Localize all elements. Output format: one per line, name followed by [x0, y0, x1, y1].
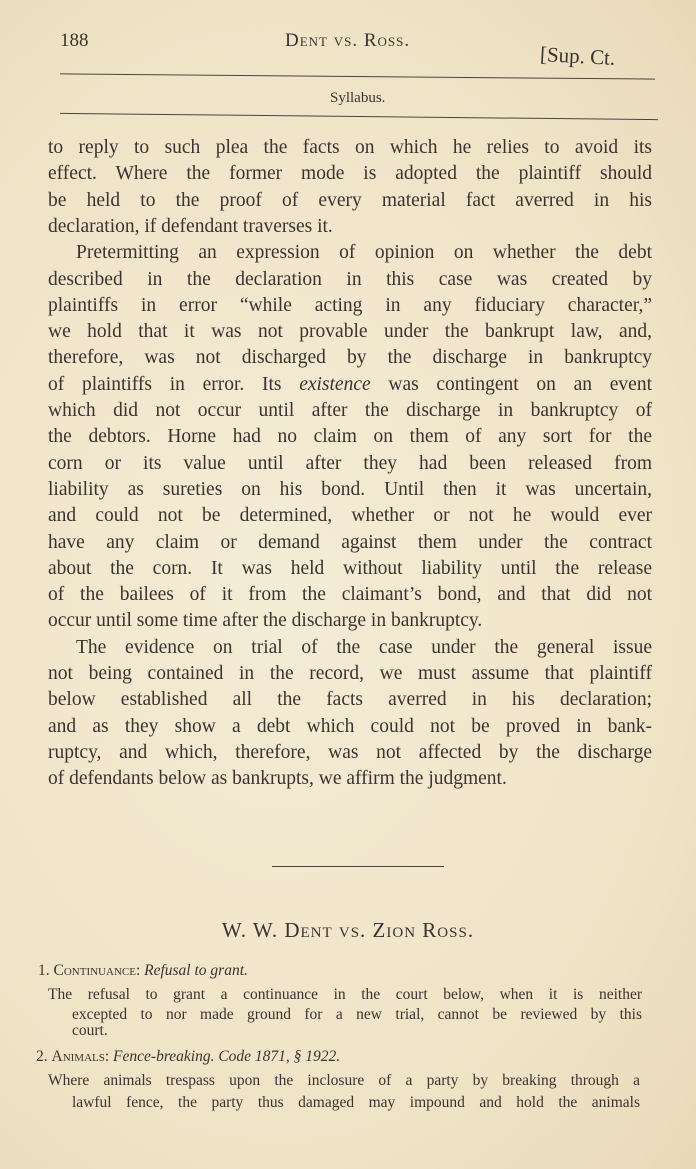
text-line — [48, 637, 652, 659]
text-line — [48, 532, 652, 554]
case-title: W. W. Dent vs. Zion Ross. — [221, 918, 475, 942]
headnote-line: lawful fence, the party thus damaged may impound and hold the animals — [72, 1094, 640, 1111]
line-text: to reply to such plea the facts on which he relies to avoid its — [48, 137, 652, 158]
line-text: was contingent on an event — [370, 373, 652, 395]
section-label: Syllabus. — [330, 90, 386, 106]
text-line — [48, 768, 652, 790]
text-line — [48, 216, 652, 238]
headnote-topic: Animals: — [51, 1048, 110, 1065]
headnote-line: excepted to nor made ground for a new trial, cannot be reviewed by this — [72, 1006, 642, 1023]
text-line — [48, 269, 652, 291]
line-text: occur until some time after the discharge in bankruptcy. — [48, 610, 483, 632]
headnote-number: 1. — [38, 962, 50, 979]
section-rule — [60, 113, 658, 120]
line-text: of the bailees of it from the claimant’s bond, and that did not — [48, 584, 652, 606]
line-text: we hold that it was not provable under the bankrupt law, and, — [48, 321, 652, 343]
header-rule — [60, 73, 655, 79]
text-line — [48, 610, 652, 632]
case-divider — [272, 866, 444, 867]
text-line — [48, 374, 652, 396]
line-text: Pretermitting an expression of opinion on whether the debt — [76, 242, 652, 264]
text-line — [48, 742, 652, 764]
line-text: The evidence on trial of the case under the general issue — [76, 636, 652, 658]
line-text: the debtors. Horne had no claim on them of any sort for the — [48, 426, 652, 448]
court-label: [Sup. Ct. — [539, 42, 616, 70]
text-line — [48, 426, 652, 448]
headnote-topic: Continuance: — [53, 962, 141, 979]
italic-word: existence — [299, 373, 371, 395]
line-text: therefore, was not discharged by the discharge in bankruptcy — [48, 347, 652, 369]
text-line — [48, 400, 652, 422]
headnote-number: 2. — [36, 1048, 48, 1065]
line-text: plaintiffs in error “while acting in any fiduciary character,” — [48, 294, 652, 316]
line-text: not being contained in the record, we must assume that plaintiff — [48, 663, 652, 684]
line-text: and as they show a debt which could not be proved in bank- — [48, 715, 652, 737]
text-line — [48, 663, 652, 685]
text-line — [48, 716, 652, 738]
line-text: described in the declaration in this case was created by — [48, 268, 652, 290]
line-text: which did not occur until after the discharge in bankruptcy of — [48, 400, 652, 421]
line-text: about the corn. It was held without liability until the release — [48, 557, 652, 579]
line-text: corn or its value until after they had been released from — [48, 452, 652, 474]
headnote-line: The refusal to grant a continuance in the court below, when it is neither — [48, 986, 642, 1003]
headnote-subtopic: Fence-breaking. Code 1871, § 1922. — [113, 1048, 341, 1065]
text-line — [48, 242, 652, 264]
line-text: be held to the proof of every material fact averred in his — [48, 189, 652, 211]
text-line — [48, 689, 652, 711]
text-line — [48, 479, 652, 501]
line-text: liability as sureties on his bond. Until then it was uncertain, — [48, 478, 652, 500]
headnote-line: court. — [72, 1022, 108, 1039]
text-line — [48, 347, 652, 369]
text-line — [48, 505, 652, 527]
text-line — [48, 163, 652, 185]
line-text: declaration, if defendant traverses it. — [48, 215, 333, 237]
headnote-subtopic: Refusal to grant. — [144, 962, 248, 979]
line-text: and could not be determined, whether or not he would ever — [48, 505, 652, 527]
text-line — [48, 584, 652, 606]
page-number: 188 — [60, 30, 89, 51]
line-text: of defendants below as bankrupts, we affirm the judgment. — [48, 768, 507, 790]
line-text: of plaintiffs in error. Its — [48, 373, 300, 395]
line-text: have any claim or demand against them under the contract — [48, 531, 652, 553]
headnote-line: Where animals trespass upon the inclosure of a party by breaking through a — [48, 1072, 640, 1089]
text-line — [48, 190, 652, 212]
line-text: below established all the facts averred in his declaration; — [48, 689, 652, 711]
text-line — [48, 558, 652, 580]
text-line — [48, 137, 652, 159]
text-line — [48, 321, 652, 343]
line-text: effect. Where the former mode is adopted the plaintiff should — [48, 163, 652, 185]
line-text: ruptcy, and which, therefore, was not affected by the discharge — [48, 741, 652, 763]
running-head: Dent vs. Ross. — [285, 30, 411, 51]
text-line — [48, 295, 652, 317]
text-line — [48, 453, 652, 475]
